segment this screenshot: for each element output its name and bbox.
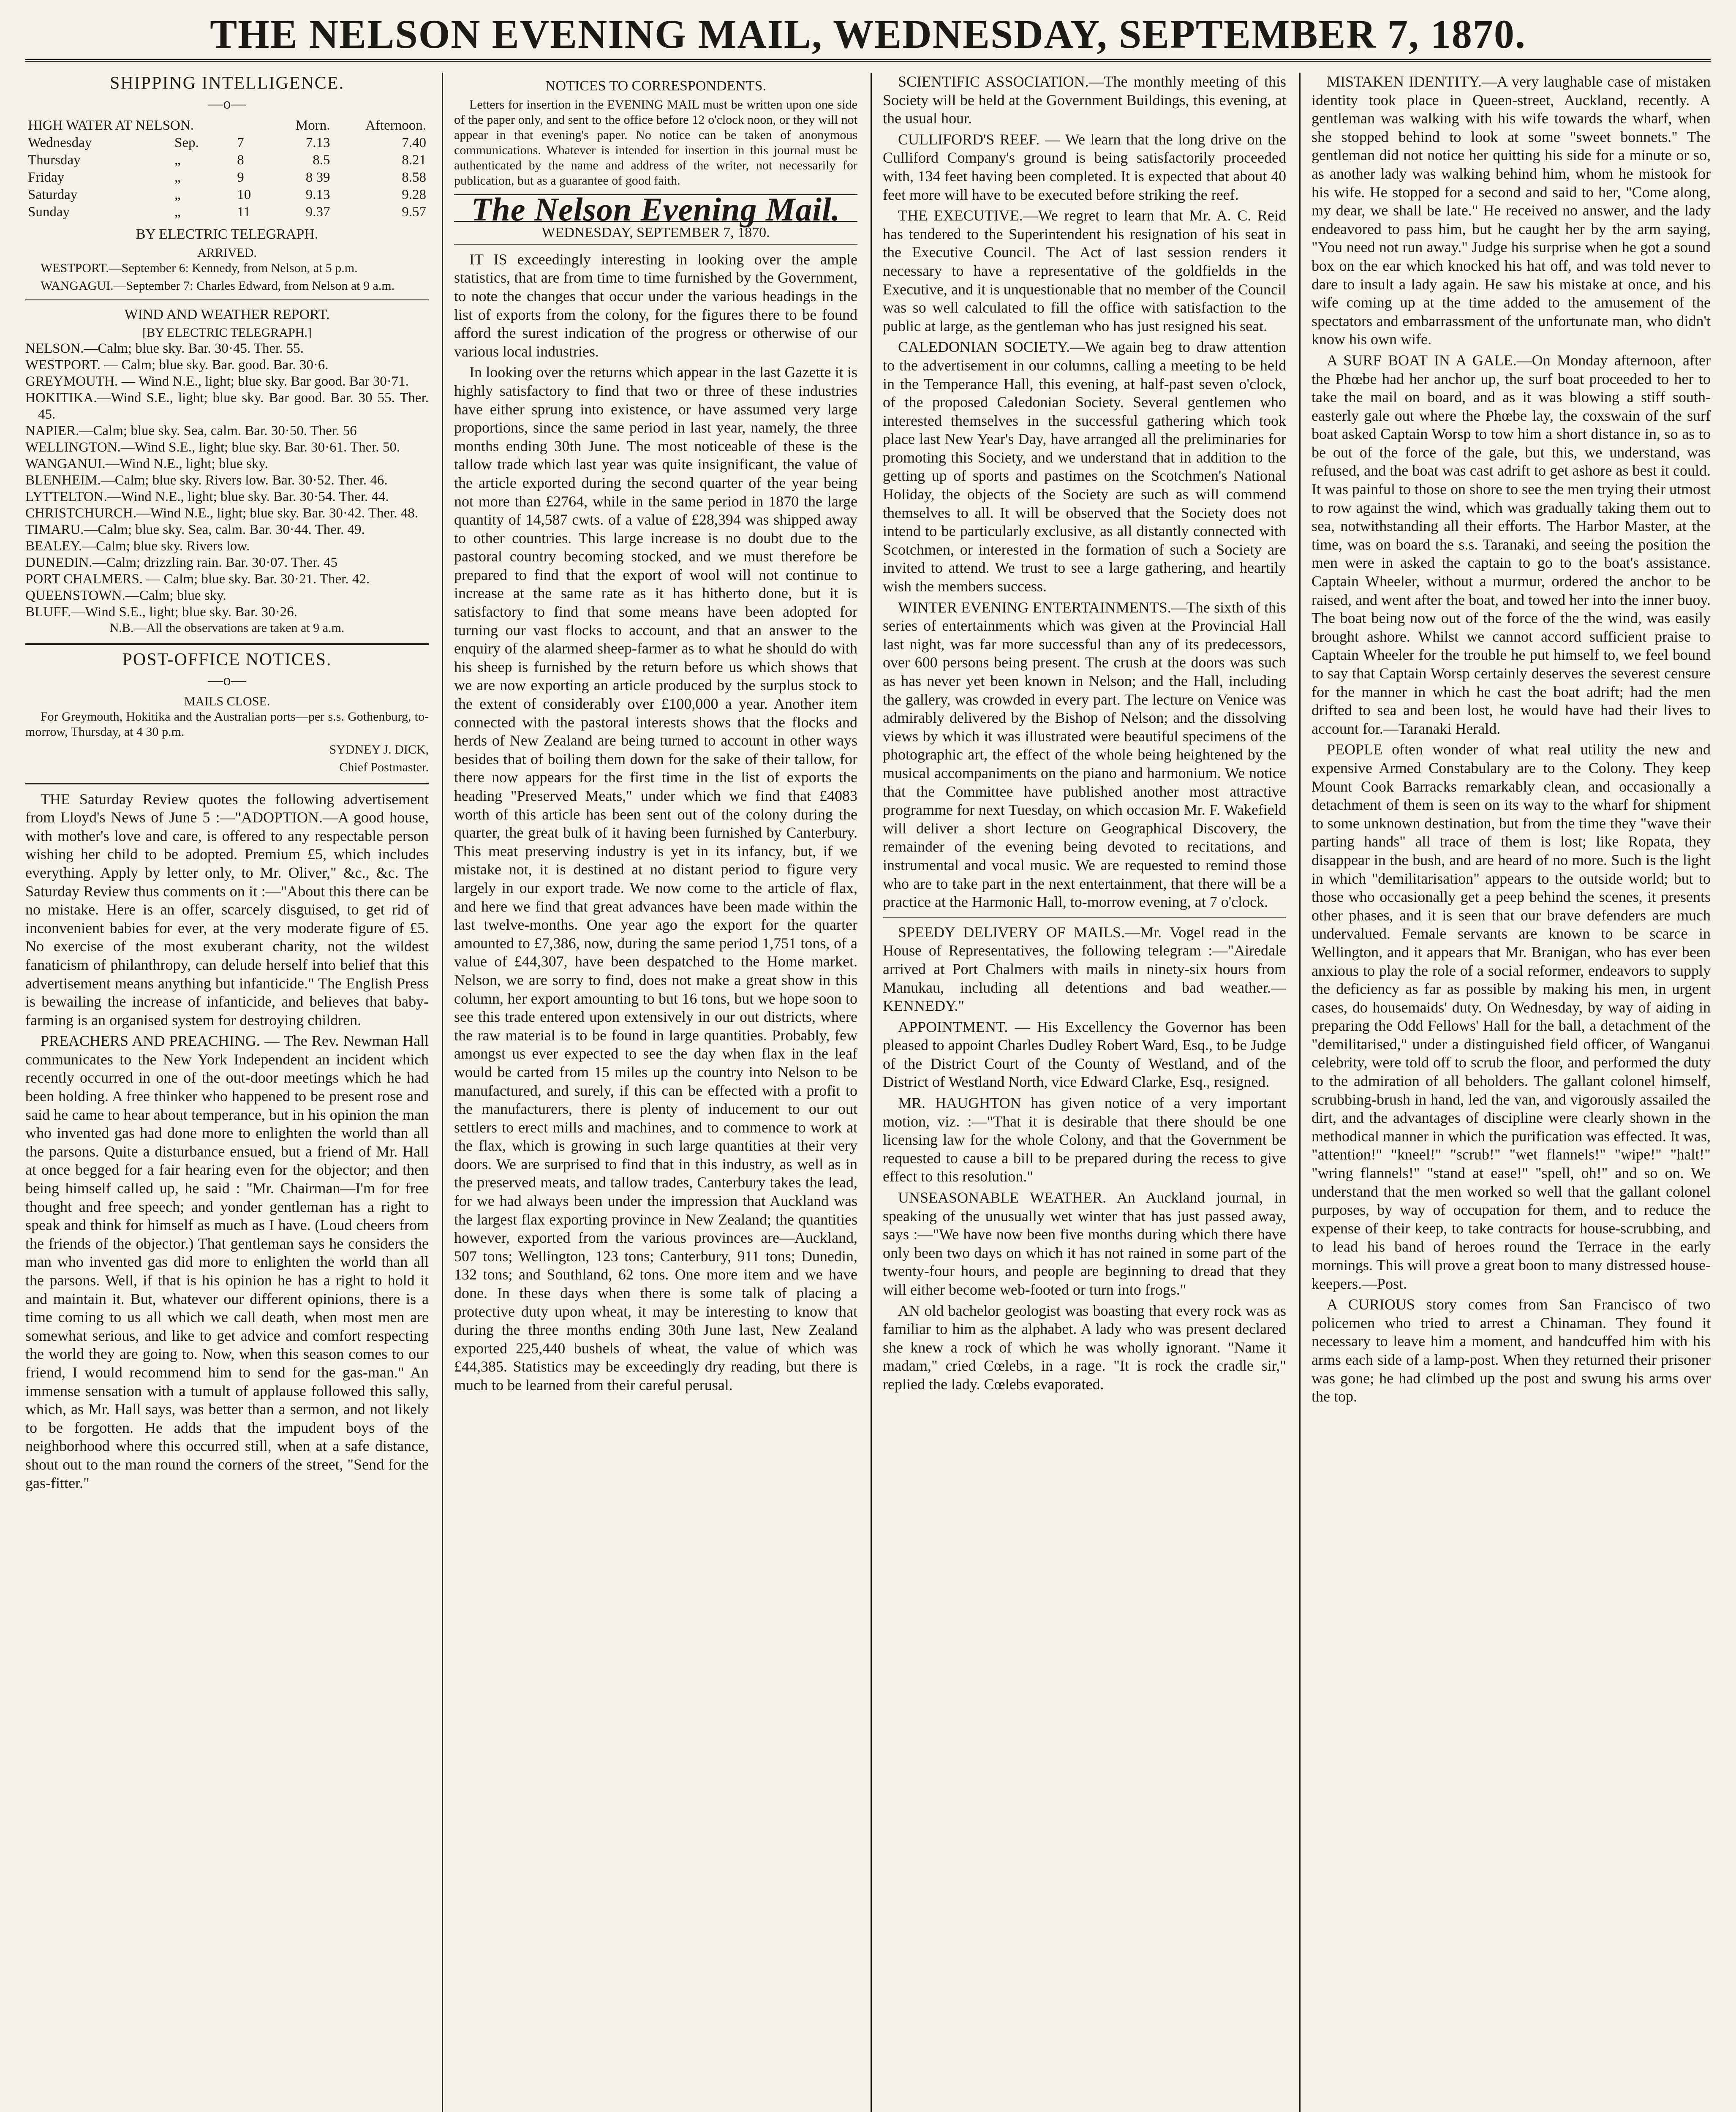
tide-morn: 9.37: [305, 204, 330, 220]
article-review: THE Saturday Review quotes the following advertisement from Lloyd's News of June 5 :—"ADOPTION.—A good house, with mother's love and care, is offered to any respectable person wishing her child to be adopted. Premium £5, which includes everything. Apply by letter only, to Mr. Oliver," &c., &c. The Saturday Review thus comments on it :—"About this there can be no mistake. Here is an offer, scarcely disguised, to get rid of inconvenient babies for ever, at the very moderate figure of £5. No exercise of the most exuberant charity, not the wildest fanaticism of philanthropy, can delude herself into belief that this advertisement means anything but infanticide." The English Press is bewailing the increase of infanticide, and believes that baby-farming is an organised system for destroying children.: [25, 790, 429, 1029]
tide-row: [25, 134, 429, 152]
separator: —o—: [208, 671, 246, 689]
column-rule: [871, 73, 872, 2112]
tide-morn: 7.13: [305, 135, 330, 151]
article-curious: A CURIOUS story comes from San Francisco of two policemen who tried to arrest a Chinaman. They found it necessary to leave him a moment, and handcuffed him with his arms each side of a lamp-post. When they returned their prisoner was gone; he had climbed up the post and swung his arms over the top.: [1312, 1296, 1711, 1405]
divider: [25, 299, 429, 300]
leader-paragraph-1: IT IS exceedingly interesting in looking over the ample statistics, that are from time to time furnished by the Government, to note the changes that occur under the various headings in the list of exports from the colony, for the figures there to be found afford the surest indication of the progress or otherwise of our various local industries.: [454, 250, 857, 360]
tide-morn: 8.5: [313, 152, 330, 168]
article-people: PEOPLE often wonder of what real utility the new and expensive Armed Constabulary are to the Colony. They keep Mount Cook Barracks remarkably clean, and occasionally a detachment of them is seen on its way to the wharf for shipment to some unknown destination, but from the time they "wave their parting hands" all trace of them is lost; like Ropata, they disappear in the bush, and are heard of no more. Such is the light in which "demilitarisation" appears to the outside world; but to those who occasionally get a peep behind the scenes, it presents other phases, and it is seen that our brave defenders are much undervalued. Female servants are known to be scarce in Wellington, and it appears that Mr. Branigan, who has ever been anxious to play the role of a social reformer, endeavors to supply the deficiency as far as possible by making his men, in urgent cases, do housemaids' duty. On Wednesday, by way of aiding in preparing the Odd Fellows' Hall for the ball, a detachment of the "demilitarised," under a distinguished field officer, of Wanganui celebrity, were told off to scrub the floor, and performed the duty to the admiration of all beholders. The gallant colonel himself, scrubbing-brush in hand, led the van, and vigorously assailed the dirt, and the advantages of discipline were clearly shown in the methodical manner in which the purification was effected. It was, "attention!" "kneel!" "scrub!" "wet flannels!" "wipe!" "halt!" "wring flannels!" "stand at ease!" "spell, oh!" and so on. We understand that the men worked so well that the gallant colonel purposes, by way of occupation for them, and to reduce the expense of their keep, to take contracts for house-scrubbing, and to lead his band of heroes round the Terrace in the early mornings. This will prove a great boon to many distressed house-keepers.—Post.: [1312, 741, 1711, 1292]
tide-month: „: [174, 170, 181, 185]
dateline: WEDNESDAY, SEPTEMBER 7, 1870.: [454, 221, 857, 245]
signature-role: Chief Postmaster.: [339, 760, 429, 774]
tide-morn: 9.13: [305, 187, 330, 203]
divider: [883, 917, 1286, 918]
weather-item: HOKITIKA.—Wind S.E., light; blue sky. Bar good. Bar. 30 55. Ther. 45.: [25, 390, 429, 422]
article-unseasonable: UNSEASONABLE WEATHER. An Auckland journal, in speaking of the unusually wet winter that has just passed away, says :—"We have now been five months during which there have only been two days on which it has not rained in some part of the twenty-four hours, and people are beginning to dread that they will either become web-footed or turn into frogs.": [883, 1189, 1286, 1298]
tide-morn: 8 39: [305, 170, 330, 185]
column-1: [25, 73, 429, 2112]
article-haughton: MR. HAUGHTON has given notice of a very important motion, viz. :—"That it is desirable that there should be one licensing law for the whole Colony, and that the Government be requested to cause a bill to be prepared during the recess to give effect to this resolution.": [883, 1094, 1286, 1185]
weather-list: [25, 340, 429, 621]
shipping-title: SHIPPING INTELLIGENCE.: [110, 73, 344, 93]
column-2: [454, 73, 857, 2112]
article-winter: WINTER EVENING ENTERTAINMENTS.—The sixth of this series of entertainments which was given at the Provincial Hall last night, was far more successful than any of its predecessors, over 600 persons being present. The crush at the doors was such as has never yet been known in Nelson; and the Hall, including the gallery, was crowded in every part. The lecture on Venice was admirably delivered by the Bishop of Nelson; and the dissolving views by which it was illustrated were beautiful specimens of the photographic art, the effect of the whole being heightened by the musical accompaniments on the piano and harmonium. We notice that the Committee have published another most attractive programme for next Tuesday, on which occasion Mr. F. Wakefield will deliver a short lecture on Geographical Discovery, the remainder of the evening being devoted to recitations, and instrumental and vocal music. We are requested to remind those who are to take part in the next entertainment, that there will be a practice at the Harmonic Hall, to-morrow evening, at 7 o'clock.: [883, 599, 1286, 911]
column-rule: [1299, 73, 1301, 2112]
weather-item: PORT CHALMERS. — Calm; blue sky. Bar. 30·21. Ther. 42.: [25, 572, 370, 587]
tide-row: [25, 152, 429, 169]
weather-item: LYTTELTON.—Wind N.E., light; blue sky. Bar. 30·54. Ther. 44.: [25, 489, 389, 505]
tide-date: 7: [237, 135, 244, 151]
telegraph-title: BY ELECTRIC TELEGRAPH.: [136, 226, 318, 242]
divider: [25, 783, 429, 784]
tide-head-morn: Morn.: [295, 118, 330, 133]
weather-title: WIND AND WEATHER REPORT.: [124, 306, 330, 322]
tide-head-title: HIGH WATER AT NELSON.: [28, 118, 194, 133]
weather-item: TIMARU.—Calm; blue sky. Sea, calm. Bar. 30·44. Ther. 49.: [25, 522, 365, 538]
tide-day: Thursday: [28, 152, 81, 168]
tide-month: „: [174, 204, 181, 220]
weather-item: CHRISTCHURCH.—Wind N.E., light; blue sky. Bar. 30·42. Ther. 48.: [25, 506, 418, 521]
article-executive: THE EXECUTIVE.—We regret to learn that Mr. A. C. Reid has tendered to the Superintendent his resignation of his seat in the Executive Council. The Act of last session renders it necessary to have a representative of the goldfields in the Executive, and it is unquestionable that no member of the Council was so well calculated to fill the office with satisfaction to the public at large, as the gentleman who has just resigned his seat.: [883, 207, 1286, 335]
tide-date: 10: [237, 187, 251, 203]
weather-sub: [BY ELECTRIC TELEGRAPH.]: [142, 326, 312, 340]
tide-afternoon: 8.58: [402, 170, 426, 185]
paper-title: The Nelson Evening Mail.: [471, 191, 841, 228]
tide-table: [25, 117, 429, 221]
post-office-title: POST-OFFICE NOTICES.: [122, 650, 332, 670]
tide-month: „: [174, 152, 181, 168]
mails-text: For Greymouth, Hokitika and the Australian ports—per s.s. Gothenburg, to-morrow, Thursday, at 4 30 p.m.: [25, 709, 429, 739]
tide-date: 9: [237, 170, 244, 185]
tide-afternoon: 9.28: [402, 187, 426, 203]
weather-item: QUEENSTOWN.—Calm; blue sky.: [25, 588, 226, 604]
weather-item: NAPIER.—Calm; blue sky. Sea, calm. Bar. 30·50. Ther. 56: [25, 423, 357, 439]
tide-day: Friday: [28, 170, 65, 185]
weather-item: WANGANUI.—Wind N.E., light; blue sky.: [25, 456, 268, 472]
tide-afternoon: 8.21: [402, 152, 426, 168]
tide-header: [25, 117, 429, 134]
weather-item: WELLINGTON.—Wind S.E., light; blue sky. Bar. 30·61. Ther. 50.: [25, 440, 400, 455]
notices-title: NOTICES TO CORRESPONDENTS.: [545, 78, 766, 94]
column-rule: [442, 73, 443, 2112]
article-surf-boat: A SURF BOAT IN A GALE.—On Monday afternoon, after the Phœbe had her anchor up, the surf boat proceeded to her to take the mail on board, and as it was blowing a stiff south-easterly gale out where the Phœbe lay, the coxswain of the surf boat asked Captain Worsp to tow him a short distance in, so as to be out of the force of the gale, but this, we understand, was refused, and the boat was cast adrift to get ashore as best it could. It was painful to those on shore to see the men trying their utmost to row against the wind, which was gradually taking them out to sea, notwithstanding all their efforts. The Harbor Master, at the time, was on board the s.s. Taranaki, and seeing the position the men were in asked the captain to go to the boat's assistance. Captain Wheeler, without a murmur, ordered the anchor to be raised, and went after the boat, and towed her into the inner buoy. The boat being now out of the force of the the wind, was easily brought ashore. Whilst we cannot accord sufficient praise to Captain Wheeler for the trouble he put himself to, we feel bound to say that Captain Worsp certainly deserves the severest censure for the manner in which he cast the boat adrift; had the men drifted to sea and been lost, he would have had their lives to account for.—Taranaki Herald.: [1312, 351, 1711, 737]
tide-month: „: [174, 187, 181, 203]
columns: [25, 73, 1711, 2112]
column-3: [883, 73, 1286, 2112]
article-appointment: APPOINTMENT. — His Excellency the Governor has been pleased to appoint Charles Dudley Robert Ward, Esq., to be Judge of the District Court of the County of Westland, and of the District of Westland North, vice Edward Clarke, Esq., resigned.: [883, 1018, 1286, 1091]
arrival-1: WESTPORT.—September 6: Kennedy, from Nelson, at 5 p.m.: [41, 261, 358, 275]
tide-row: [25, 169, 429, 186]
article-speedy: SPEEDY DELIVERY OF MAILS.—Mr. Vogel read in the House of Representatives, the following telegram :—"Airedale arrived at Port Chalmers with mails in ninety-six hours from Manukau, including all detentions and bad weather.—KENNEDY.": [883, 923, 1286, 1015]
signature-name: SYDNEY J. DICK,: [329, 742, 429, 757]
leader-paragraph-2: In looking over the returns which appear in the last Gazette it is highly satisfactory to find that two or three of these industries have either sprung into existence, or have assumed very large proportions, since the same period in last year, namely, the three months ending 30th June. The most noticeable of these is the tallow trade which last year was quite insignificant, the value of the article exported during the second quarter of the year being not more than £2764, while in the same period in 1870 the large quantity of 14,587 cwts. of a value of £28,394 was shipped away to other countries. This large increase is no doubt due to the pastoral country becoming stocked, and we must therefore be prepared to find that the export of wool will not continue to increase at the same rate as it has hitherto done, but it is satisfactory to find that some means have been adopted for turning our vast flocks to account, and that an answer to the enquiry of the alarmed sheep-farmer as to what he should do with his sheep is furnished by the return before us which shows that we are now exporting an article produced by the surplus stock to the extent of considerably over £100,000 a year. Another item connected with the pastoral interests shows that the flocks and herds of New Zealand are being turned to account in other ways besides that of boiling them down for the sake of their tallow, for there now appears for the first time in the list of exports the heading "Preserved Meats," under which we find that £4083 worth of this article has been sent out of the colony during the quarter, the great bulk of it having been furnished by Canterbury. This meat preserving industry is yet in its infancy, but, if we mistake not, it is destined at no distant period to figure very largely in our export trade. We now come to the article of flax, and here we find that great advances have been made within the last twelve-months. One year ago the export for the quarter amounted to £7,386, now, during the same period 1,751 tons, of a value of £44,307, have been despatched to the Home market. Nelson, we are sorry to find, does not make a great show in this column, her export amounting to but 16 tons, but we hope soon to see this trade entered upon extensively in our out districts, where the raw material is to be found in large quantities. Probably, few amongst us ever expected to see the day when flax in the leaf would be carted from 15 miles up the country into Nelson to be manufactured, and surely, if this can be effected with a profit to the manufacturers, there is plenty of inducement to our out settlers to erect mills and machines, and to commence to work at the flax, which is growing in such large quantities at their very doors. We are surprised to find that in this industry, as well as in the preserved meats, and tallow trades, Canterbury takes the lead, for we had always been under the impression that Auckland was the largest flax exporting province in New Zealand; the quantities however, exported from the various provinces are—Auckland, 507 tons; Wellington, 123 tons; Canterbury, 911 tons; Dunedin, 132 tons; and Southland, 62 tons. One more item and we have done. In these days when there is some talk of placing a protective duty upon wheat, it may be interesting to know that during the three months ending 30th June last, New Zealand exported 225,440 bushels of wheat, the value of which was £44,385. Statistics may be exceedingly dry reading, but there is much to be learned from their careful perusal.: [454, 364, 857, 1393]
tide-row: [25, 186, 429, 204]
article-culliford: CULLIFORD'S REEF. — We learn that the long drive on the Culliford Company's ground is being satisfactorily proceeded with, 134 feet having been completed. It is expected that about 40 feet more will have to be executed before striking the reef.: [883, 131, 1286, 203]
weather-item: DUNEDIN.—Calm; drizzling rain. Bar. 30·07. Ther. 45: [25, 555, 338, 571]
weather-note: N.B.—All the observations are taken at 9 a.m.: [109, 621, 345, 635]
weather-item: BLUFF.—Wind S.E., light; blue sky. Bar. 30·26.: [25, 604, 297, 620]
tide-afternoon: 7.40: [402, 135, 426, 151]
notices-text: Letters for insertion in the EVENING MAIL must be written upon one side of the paper only, and sent to the office before 12 o'clock noon, or they will not appear in that evening's paper. No notice can be taken of anonymous communications. Whatever is intended for insertion in this journal must be authenticated by the name and address of the writer, not necessarily for publication, but as a guarantee of good faith.: [454, 97, 857, 188]
article-scientific: SCIENTIFIC ASSOCIATION.—The monthly meeting of this Society will be held at the Government Buildings, this evening, at the usual hour.: [883, 73, 1286, 127]
tide-day: Saturday: [28, 187, 78, 203]
tide-month: Sep.: [174, 135, 199, 151]
article-mistaken: MISTAKEN IDENTITY.—A very laughable case of mistaken identity took place in Queen-street, Auckland, recently. A gentleman was walking with his wife towards the wharf, when she stopped behind to look at some "sweet bonnets." The gentleman did not notice her quitting his side for a minute or so, as another lady was walking behind him, whom he mistook for his wife. He stopped for a second and said to her, "Come along, my dear, we shall be late." He received no answer, and the lady endeavored to pass him, but he caught her by the arm saying, "You need not run away." Judge his surprise when he got a sound box on the ear which knocked his hat off, and was told never to dare to insult a lady again. He saw his mistake at once, and his wife coming up at the time added to the amusement of the spectators and embarrassment of the unfortunate man, who didn't know his own wife.: [1312, 73, 1711, 348]
article-preachers: PREACHERS AND PREACHING. — The Rev. Newman Hall communicates to the New York Independent an incident which recently occurred in one of the out-door meetings which he had been holding. A free thinker who happened to be present rose and said he came to hear about temperance, but in his opinion the man who invented gas had done more to enlighten the world than all the parsons. Quite a disturbance ensued, but a friend of Mr. Hall at once begged for a fair hearing even for the objector; and then being himself called up, he said : "Mr. Chairman—I'm for free thought and free speech; and yonder gentleman has a right to speak and think for himself as much as I have. (Loud cheers from the friends of the objector.) That gentleman says he considers the man who invented gas did more to enlighten the world than all the parsons. Well, if that is his opinion he has a right to hold it and maintain it. But, whatever our different opinions, there is a time coming to us all which we call death, when most men are somewhat serious, and like to get advice and comfort respecting the world they are going to. Now, when this season comes to our friend, I would recommend him to send for the gas-man." An immense sensation with a tumult of applause followed this sally, which, as Mr. Hall says, was better than a sermon, and not likely to be forgotten. He adds that the impudent boys of the neighborhood where this occurred still, when at a safe distance, shout out to the man round the corners of the street, "Send for the gas-fitter.": [25, 1032, 429, 1491]
weather-item: GREYMOUTH. — Wind N.E., light; blue sky. Bar good. Bar 30·71.: [25, 374, 409, 389]
column-4: [1312, 73, 1711, 2112]
weather-item: NELSON.—Calm; blue sky. Bar. 30·45. Ther. 55.: [25, 341, 304, 357]
weather-item: BEALEY.—Calm; blue sky. Rivers low.: [25, 539, 250, 554]
tide-day: Sunday: [28, 204, 70, 220]
tide-afternoon: 9.57: [402, 204, 426, 220]
masthead: THE NELSON EVENING MAIL, WEDNESDAY, SEPTEMBER 7, 1870.: [25, 9, 1711, 62]
tide-row: [25, 204, 429, 221]
separator: —o—: [208, 95, 246, 112]
weather-item: BLENHEIM.—Calm; blue sky. Rivers low. Bar. 30·52. Ther. 46.: [25, 473, 388, 488]
article-caledonian: CALEDONIAN SOCIETY.—We again beg to draw attention to the advertisement in our columns, calling a meeting to be held in the Temperance Hall, this evening, at half-past seven o'clock, of the proposed Caledonian Society. Several gentlemen who interested themselves in the successful gathering which took place last New Year's Day, have arranged all the preliminaries for promoting this Society, and we understand that in addition to the getting up of sports and pastimes on the Scotchmen's National Holiday, the objects of the Society are such as will commend themselves to all. It will be observed that the Society does not intend to be particularly exclusive, as all distantly connected with Scotchmen, or interested in the formation of such a Society are invited to attend. We trust to see a large gathering, and heartily wish the members success.: [883, 338, 1286, 595]
article-geologist: AN old bachelor geologist was boasting that every rock was as familiar to him as the alphabet. A lady who was present declared she knew a rock of which he was wholly ignorant. "Name it madam," cried Cœlebs, in a rage. "It is rock the cradle sir," replied the lady. Cœlebs evaporated.: [883, 1302, 1286, 1393]
arrived-label: ARRIVED.: [197, 245, 257, 260]
divider: [25, 643, 429, 645]
tide-date: 8: [237, 152, 244, 168]
tide-head-afternoon: Afternoon.: [365, 118, 426, 133]
weather-item: WESTPORT. — Calm; blue sky. Bar. good. Bar. 30·6.: [25, 357, 329, 373]
arrival-2: WANGAGUI.—September 7: Charles Edward, from Nelson at 9 a.m.: [41, 278, 395, 293]
tide-day: Wednesday: [28, 135, 92, 151]
tide-date: 11: [237, 204, 251, 220]
mails-close-label: MAILS CLOSE.: [184, 694, 270, 708]
